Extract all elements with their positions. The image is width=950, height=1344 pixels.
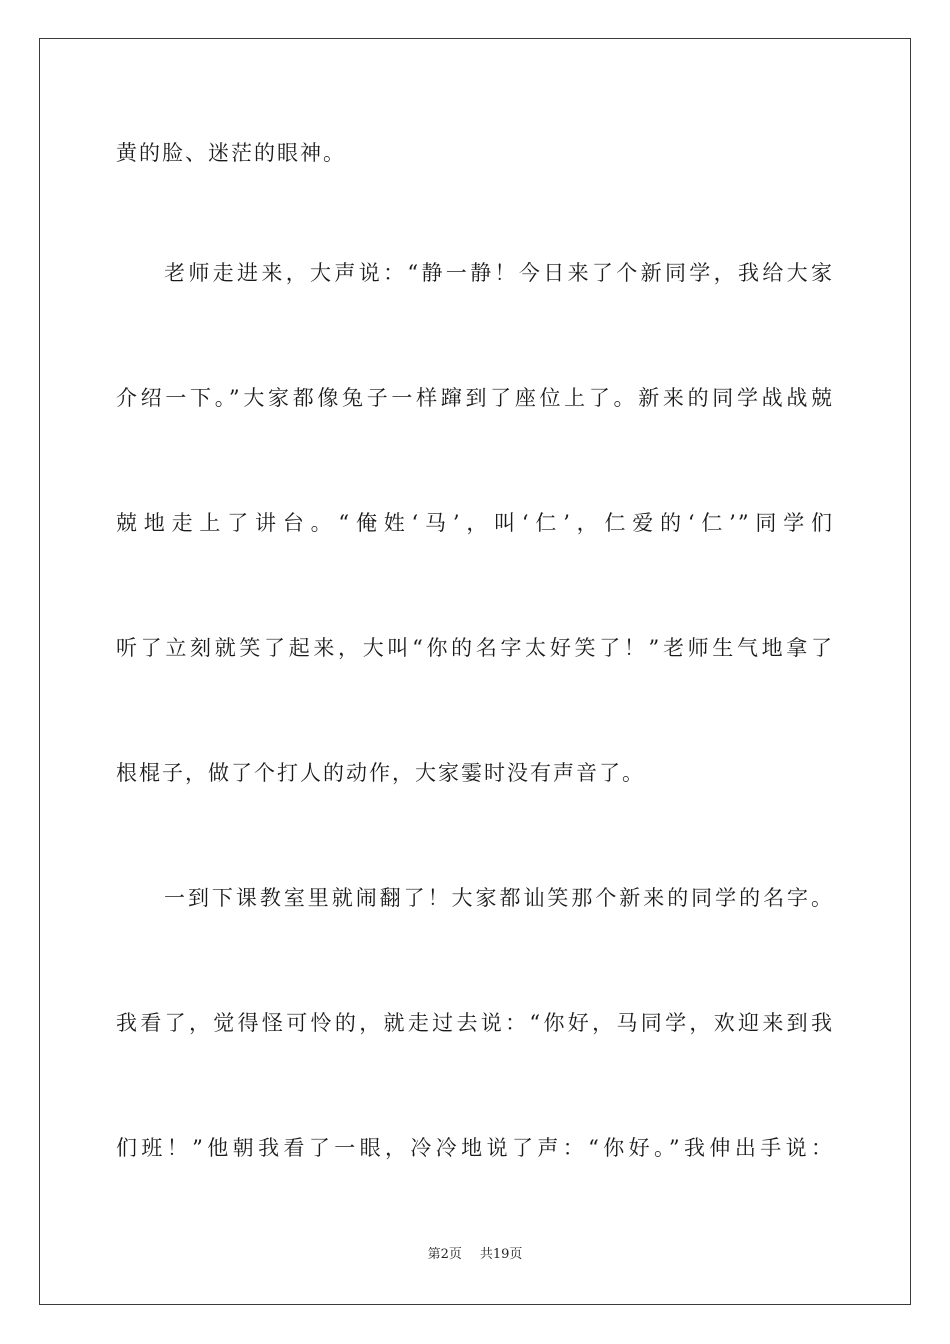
text-line-8: 我看了，觉得怪可怜的，就走过去说：“你好，马同学，欢迎来到我 [116,1011,834,1035]
text-line-9: 们班！”他朝我看了一眼，冷冷地说了声：“你好。”我伸出手说： [116,1136,834,1160]
page-footer [0,1246,950,1264]
text-line-7: 一到下课教室里就闹翻了！大家都讪笑那个新来的同学的名字。 [164,886,834,910]
text-line-2: 老师走进来，大声说：“静一静！今日来了个新同学，我给大家 [164,261,834,285]
page-number: 第2页 [427,1247,462,1262]
text-line-5: 听了立刻就笑了起来，大叫“你的名字太好笑了！”老师生气地拿了 [116,636,834,660]
text-line-4: 兢地走上了讲台。“俺姓‘马’，叫‘仁’，仁爱的‘仁’”同学们 [116,511,834,535]
text-line-3: 介绍一下。”大家都像兔子一样蹿到了座位上了。新来的同学战战兢 [116,386,834,410]
text-line-6: 根棍子，做了个打人的动作，大家霎时没有声音了。 [116,761,645,785]
total-pages: 共19页 [479,1247,523,1262]
text-line-1: 黄的脸、迷茫的眼神。 [116,141,346,165]
page-border [39,38,911,1305]
